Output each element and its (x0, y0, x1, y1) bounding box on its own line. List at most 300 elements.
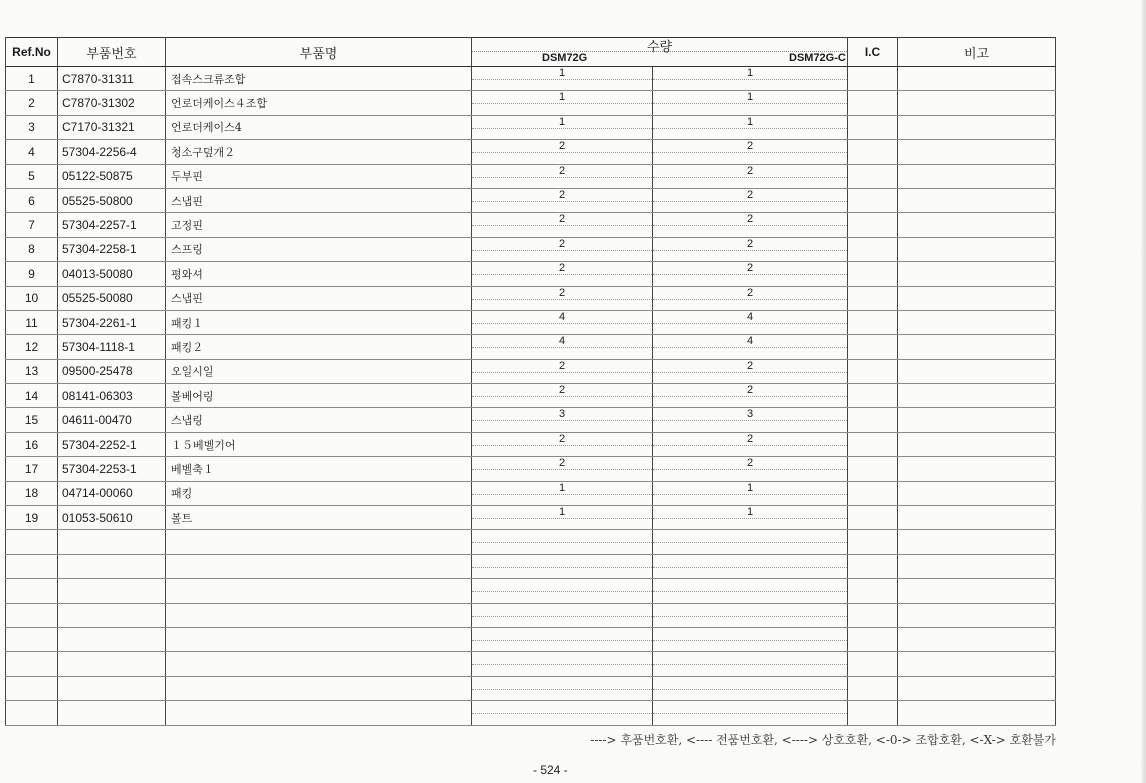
dotted-guide (472, 518, 652, 519)
qty-dsm72g-cell-value: 4 (558, 310, 566, 323)
dotted-guide (653, 469, 847, 470)
qty-dsm72g-cell (472, 627, 653, 651)
part-number-cell: 05525-50080 (58, 286, 166, 310)
part-name-cell (166, 603, 472, 627)
header-remarks: 비고 (898, 38, 1056, 67)
dotted-guide (653, 128, 847, 129)
dotted-guide (472, 250, 652, 251)
ic-cell (848, 408, 898, 432)
ref-no-cell: 14 (6, 384, 58, 408)
ref-no-cell: 1 (6, 67, 58, 91)
part-name-cell: 평와셔 (166, 262, 472, 286)
qty-dsm72g-c-cell (653, 457, 848, 481)
dotted-guide (653, 445, 847, 446)
ic-cell (848, 310, 898, 334)
empty-table-row (6, 530, 1056, 554)
part-name-cell: 오일시일 (166, 359, 472, 383)
qty-dsm72g-c-cell (653, 603, 848, 627)
dotted-guide (653, 250, 847, 251)
ic-cell (848, 627, 898, 651)
table-row (6, 286, 1056, 310)
dotted-guide (472, 420, 652, 421)
qty-dsm72g-cell-value: 2 (558, 384, 566, 397)
header-part-number: 부품번호 (58, 38, 166, 67)
header-ic: I.C (848, 38, 898, 67)
qty-dsm72g-c-cell-value: 1 (746, 115, 754, 128)
remarks-cell (898, 554, 1056, 578)
qty-dsm72g-cell-value: 1 (558, 481, 566, 494)
part-name-cell: 볼베어링 (166, 384, 472, 408)
dotted-guide (472, 128, 652, 129)
qty-dsm72g-cell (472, 481, 653, 505)
qty-dsm72g-cell (472, 530, 653, 554)
part-number-cell: 57304-2252-1 (58, 432, 166, 456)
qty-dsm72g-cell-value: 1 (558, 115, 566, 128)
remarks-cell (898, 579, 1056, 603)
qty-dsm72g-cell-value: 1 (558, 67, 566, 79)
part-number-cell: 04714-00060 (58, 481, 166, 505)
qty-dsm72g-cell-value: 2 (558, 164, 566, 177)
part-name-cell: 접속스크류조합 (166, 67, 472, 91)
remarks-cell (898, 603, 1056, 627)
part-number-cell: 04611-00470 (58, 408, 166, 432)
qty-dsm72g-c-cell-value: 2 (746, 237, 754, 250)
remarks-cell (898, 701, 1056, 725)
header-quantity-label: 수량 (646, 40, 673, 55)
qty-dsm72g-c-cell (653, 676, 848, 700)
qty-dsm72g-c-cell (653, 554, 848, 578)
ref-no-cell: 4 (6, 140, 58, 164)
ic-cell (848, 554, 898, 578)
part-number-cell (58, 603, 166, 627)
qty-dsm72g-c-cell (653, 262, 848, 286)
part-number-cell: 05525-50800 (58, 188, 166, 212)
part-name-cell: 언로더케이스４조합 (166, 91, 472, 115)
table-row (6, 262, 1056, 286)
header-model-dsm72g-c: DSM72G-C (789, 52, 846, 64)
dotted-guide (472, 152, 652, 153)
part-name-cell: １５베벨기어 (166, 432, 472, 456)
part-number-cell (58, 676, 166, 700)
header-model-dsm72g: DSM72G (542, 52, 588, 64)
part-number-cell: C7870-31311 (58, 67, 166, 91)
dotted-guide (653, 372, 847, 373)
part-number-cell: 05122-50875 (58, 164, 166, 188)
dotted-guide (653, 494, 847, 495)
ref-no-cell: 9 (6, 262, 58, 286)
qty-dsm72g-c-cell (653, 701, 848, 725)
ref-no-cell (6, 676, 58, 700)
qty-dsm72g-c-cell (653, 237, 848, 261)
qty-dsm72g-cell (472, 188, 653, 212)
qty-dsm72g-cell-value: 2 (558, 457, 566, 470)
dotted-guide (472, 79, 652, 80)
qty-dsm72g-c-cell (653, 335, 848, 359)
dotted-guide (653, 201, 847, 202)
qty-dsm72g-cell-value: 2 (558, 432, 566, 445)
dotted-guide (653, 420, 847, 421)
remarks-cell (898, 91, 1056, 115)
ref-no-cell: 7 (6, 213, 58, 237)
dotted-guide (472, 103, 652, 104)
qty-dsm72g-cell (472, 676, 653, 700)
qty-dsm72g-c-cell (653, 384, 848, 408)
header-ref-no: Ref.No (6, 38, 58, 67)
ic-cell (848, 188, 898, 212)
qty-dsm72g-cell (472, 701, 653, 725)
dotted-guide (653, 518, 847, 519)
qty-dsm72g-cell-value: 1 (558, 506, 566, 519)
part-name-cell (166, 579, 472, 603)
qty-dsm72g-cell-value: 2 (558, 262, 566, 275)
ic-cell (848, 432, 898, 456)
qty-dsm72g-c-cell-value: 2 (746, 164, 754, 177)
part-number-cell: C7870-31302 (58, 91, 166, 115)
qty-dsm72g-c-cell (653, 188, 848, 212)
qty-dsm72g-c-cell-value: 2 (746, 262, 754, 275)
remarks-cell (898, 286, 1056, 310)
part-number-cell (58, 554, 166, 578)
qty-dsm72g-c-cell (653, 359, 848, 383)
remarks-cell (898, 408, 1056, 432)
qty-dsm72g-cell (472, 384, 653, 408)
table-row (6, 384, 1056, 408)
table-row (6, 408, 1056, 432)
remarks-cell (898, 213, 1056, 237)
qty-dsm72g-cell (472, 359, 653, 383)
part-number-cell: 04013-50080 (58, 262, 166, 286)
dotted-guide (653, 689, 847, 690)
qty-dsm72g-cell (472, 506, 653, 530)
qty-dsm72g-c-cell (653, 115, 848, 139)
remarks-cell (898, 359, 1056, 383)
header-part-name: 부품명 (166, 38, 472, 67)
part-number-cell: 57304-2261-1 (58, 310, 166, 334)
ref-no-cell (6, 554, 58, 578)
dotted-guide (472, 616, 652, 617)
part-number-cell (58, 701, 166, 725)
qty-dsm72g-c-cell-value: 3 (746, 408, 754, 421)
dotted-guide (472, 177, 652, 178)
header-quantity (472, 38, 848, 67)
remarks-cell (898, 310, 1056, 334)
qty-dsm72g-cell (472, 554, 653, 578)
dotted-guide (653, 713, 847, 714)
ref-no-cell: 13 (6, 359, 58, 383)
table-row (6, 506, 1056, 530)
part-name-cell (166, 627, 472, 651)
remarks-cell (898, 627, 1056, 651)
page-number: - 524 - (533, 763, 568, 777)
empty-table-row (6, 603, 1056, 627)
part-name-cell: 볼트 (166, 506, 472, 530)
table-row (6, 140, 1056, 164)
dotted-guide (472, 299, 652, 300)
part-number-cell: 01053-50610 (58, 506, 166, 530)
dotted-guide (653, 299, 847, 300)
qty-dsm72g-cell (472, 237, 653, 261)
part-number-cell: 57304-1118-1 (58, 335, 166, 359)
qty-dsm72g-c-cell-value: 1 (746, 91, 754, 104)
remarks-cell (898, 164, 1056, 188)
qty-dsm72g-c-cell (653, 652, 848, 676)
dotted-guide (472, 689, 652, 690)
part-number-cell (58, 627, 166, 651)
part-number-cell: 09500-25478 (58, 359, 166, 383)
qty-dsm72g-c-cell (653, 481, 848, 505)
part-number-cell: 57304-2253-1 (58, 457, 166, 481)
qty-dsm72g-c-cell (653, 213, 848, 237)
ref-no-cell: 15 (6, 408, 58, 432)
remarks-cell (898, 676, 1056, 700)
part-name-cell: 패킹２ (166, 335, 472, 359)
table-row (6, 237, 1056, 261)
remarks-cell (898, 432, 1056, 456)
part-name-cell: 베벨축１ (166, 457, 472, 481)
ic-cell (848, 701, 898, 725)
dotted-guide (653, 225, 847, 226)
dotted-guide (653, 396, 847, 397)
dotted-guide (653, 152, 847, 153)
dotted-guide (472, 445, 652, 446)
dotted-guide (472, 567, 652, 568)
dotted-guide (472, 640, 652, 641)
qty-dsm72g-c-cell (653, 67, 848, 91)
part-name-cell: 언로더케이스4 (166, 115, 472, 139)
ref-no-cell (6, 652, 58, 676)
table-row (6, 164, 1056, 188)
ref-no-cell (6, 530, 58, 554)
qty-dsm72g-cell (472, 457, 653, 481)
remarks-cell (898, 67, 1056, 91)
ref-no-cell: 16 (6, 432, 58, 456)
dotted-guide (472, 542, 652, 543)
dotted-guide (472, 201, 652, 202)
qty-dsm72g-cell (472, 115, 653, 139)
table-row (6, 432, 1056, 456)
part-number-cell: 08141-06303 (58, 384, 166, 408)
remarks-cell (898, 237, 1056, 261)
ic-cell (848, 115, 898, 139)
part-name-cell (166, 652, 472, 676)
part-name-cell (166, 701, 472, 725)
dotted-guide (653, 79, 847, 80)
remarks-cell (898, 140, 1056, 164)
dotted-guide (472, 469, 652, 470)
ref-no-cell: 17 (6, 457, 58, 481)
qty-dsm72g-cell-value: 3 (558, 408, 566, 421)
dotted-guide (653, 640, 847, 641)
table-row (6, 213, 1056, 237)
qty-dsm72g-c-cell (653, 91, 848, 115)
part-number-cell (58, 579, 166, 603)
ref-no-cell: 12 (6, 335, 58, 359)
qty-dsm72g-cell-value: 2 (558, 140, 566, 153)
ref-no-cell: 6 (6, 188, 58, 212)
table-row (6, 481, 1056, 505)
qty-dsm72g-cell (472, 603, 653, 627)
remarks-cell (898, 188, 1056, 212)
dotted-guide (472, 274, 652, 275)
dotted-guide (653, 542, 847, 543)
remarks-cell (898, 652, 1056, 676)
ic-cell (848, 530, 898, 554)
qty-dsm72g-cell-value: 4 (558, 335, 566, 348)
qty-dsm72g-cell (472, 286, 653, 310)
ic-cell (848, 67, 898, 91)
dotted-guide (472, 323, 652, 324)
dotted-guide (472, 225, 652, 226)
table-row (6, 310, 1056, 334)
qty-dsm72g-c-cell-value: 2 (746, 286, 754, 299)
table-row (6, 457, 1056, 481)
qty-dsm72g-cell-value: 2 (558, 237, 566, 250)
table-row (6, 335, 1056, 359)
remarks-cell (898, 335, 1056, 359)
part-name-cell: 고정핀 (166, 213, 472, 237)
dotted-guide (472, 591, 652, 592)
qty-dsm72g-c-cell (653, 164, 848, 188)
dotted-guide (472, 713, 652, 714)
dotted-guide (653, 591, 847, 592)
ic-cell (848, 286, 898, 310)
part-number-cell: 57304-2256-4 (58, 140, 166, 164)
empty-table-row (6, 676, 1056, 700)
dotted-guide (472, 347, 652, 348)
ic-cell (848, 262, 898, 286)
table-row (6, 359, 1056, 383)
qty-dsm72g-c-cell (653, 286, 848, 310)
ref-no-cell: 11 (6, 310, 58, 334)
qty-dsm72g-cell (472, 91, 653, 115)
qty-dsm72g-cell-value: 2 (558, 213, 566, 226)
ic-cell (848, 384, 898, 408)
table-row (6, 91, 1056, 115)
qty-dsm72g-c-cell (653, 506, 848, 530)
qty-dsm72g-cell (472, 213, 653, 237)
dotted-guide (653, 567, 847, 568)
qty-dsm72g-c-cell-value: 1 (746, 506, 754, 519)
qty-dsm72g-cell (472, 67, 653, 91)
qty-dsm72g-c-cell-value: 2 (746, 384, 754, 397)
qty-dsm72g-cell (472, 579, 653, 603)
ref-no-cell (6, 701, 58, 725)
dotted-guide (472, 494, 652, 495)
empty-table-row (6, 652, 1056, 676)
ic-cell (848, 91, 898, 115)
qty-dsm72g-c-cell-value: 2 (746, 140, 754, 153)
dotted-guide (653, 274, 847, 275)
ref-no-cell (6, 603, 58, 627)
empty-table-row (6, 701, 1056, 725)
dotted-guide (653, 323, 847, 324)
part-name-cell (166, 554, 472, 578)
qty-dsm72g-cell (472, 310, 653, 334)
parts-table (5, 37, 1056, 726)
ic-cell (848, 359, 898, 383)
qty-dsm72g-cell (472, 335, 653, 359)
remarks-cell (898, 481, 1056, 505)
empty-table-row (6, 627, 1056, 651)
qty-dsm72g-cell-value: 2 (558, 286, 566, 299)
qty-dsm72g-c-cell (653, 140, 848, 164)
ref-no-cell: 8 (6, 237, 58, 261)
remarks-cell (898, 262, 1056, 286)
part-number-cell (58, 530, 166, 554)
ic-cell (848, 140, 898, 164)
part-name-cell: 스냅핀 (166, 286, 472, 310)
ref-no-cell: 18 (6, 481, 58, 505)
qty-dsm72g-c-cell (653, 579, 848, 603)
ic-cell (848, 164, 898, 188)
ref-no-cell: 10 (6, 286, 58, 310)
qty-dsm72g-cell-value: 2 (558, 359, 566, 372)
part-name-cell: 두부핀 (166, 164, 472, 188)
qty-dsm72g-cell (472, 652, 653, 676)
part-name-cell (166, 530, 472, 554)
table-body (6, 67, 1056, 726)
part-name-cell: 스프링 (166, 237, 472, 261)
table-row (6, 115, 1056, 139)
dotted-guide (653, 616, 847, 617)
qty-dsm72g-cell (472, 262, 653, 286)
qty-dsm72g-cell (472, 408, 653, 432)
dotted-guide (472, 396, 652, 397)
ic-cell (848, 603, 898, 627)
qty-dsm72g-cell-value: 2 (558, 188, 566, 201)
scan-edge-shadow (1140, 0, 1146, 783)
qty-dsm72g-cell-value: 1 (558, 91, 566, 104)
qty-dsm72g-c-cell-value: 2 (746, 188, 754, 201)
ic-cell (848, 237, 898, 261)
dotted-guide (653, 664, 847, 665)
dotted-guide (653, 177, 847, 178)
empty-table-row (6, 554, 1056, 578)
part-name-cell: 패킹１ (166, 310, 472, 334)
part-number-cell: C7170-31321 (58, 115, 166, 139)
dotted-guide (653, 103, 847, 104)
remarks-cell (898, 115, 1056, 139)
part-number-cell: 57304-2257-1 (58, 213, 166, 237)
ic-cell (848, 213, 898, 237)
empty-table-row (6, 579, 1056, 603)
qty-dsm72g-c-cell (653, 530, 848, 554)
ref-no-cell (6, 579, 58, 603)
part-number-cell: 57304-2258-1 (58, 237, 166, 261)
qty-dsm72g-c-cell-value: 1 (746, 67, 754, 79)
table-row (6, 67, 1056, 91)
ref-no-cell: 5 (6, 164, 58, 188)
remarks-cell (898, 457, 1056, 481)
qty-dsm72g-cell (472, 140, 653, 164)
header-models (472, 52, 847, 64)
interchangeability-legend: ----> 후품번호환, <---- 전품번호환, <----> 상호호환, <-0-> 조합호환, <-X-> 호환불가 (590, 733, 1056, 747)
qty-dsm72g-c-cell (653, 627, 848, 651)
part-number-cell (58, 652, 166, 676)
qty-dsm72g-c-cell-value: 2 (746, 213, 754, 226)
ic-cell (848, 457, 898, 481)
qty-dsm72g-c-cell (653, 310, 848, 334)
table-header-row (6, 38, 1056, 67)
ic-cell (848, 676, 898, 700)
ref-no-cell: 2 (6, 91, 58, 115)
remarks-cell (898, 506, 1056, 530)
qty-dsm72g-c-cell-value: 2 (746, 432, 754, 445)
ref-no-cell (6, 627, 58, 651)
ref-no-cell: 19 (6, 506, 58, 530)
ic-cell (848, 335, 898, 359)
part-name-cell: 청소구덮개２ (166, 140, 472, 164)
